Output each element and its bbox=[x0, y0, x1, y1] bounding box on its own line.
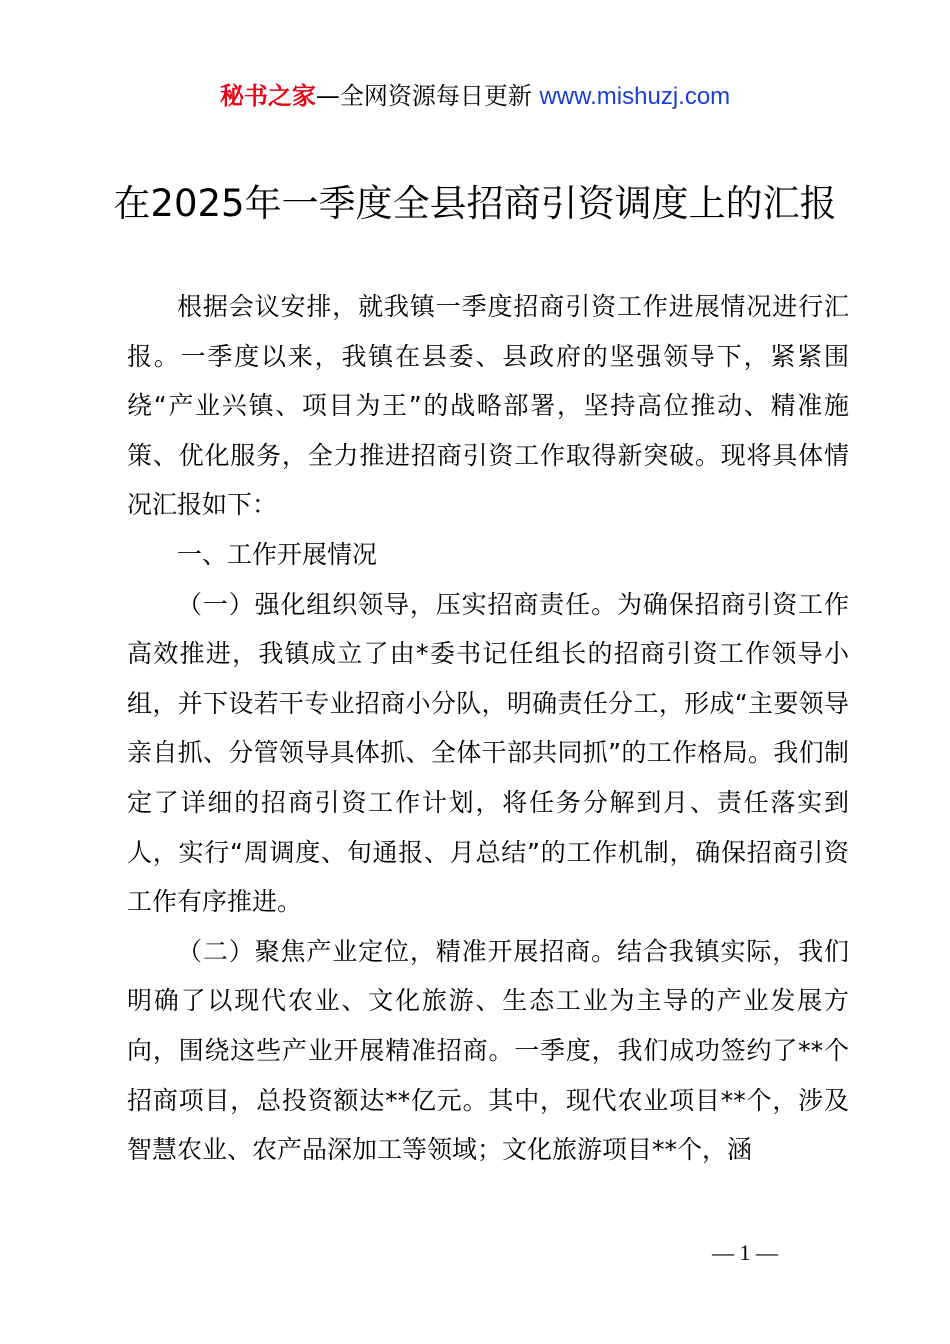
document-title: 在2025年一季度全县招商引资调度上的汇报 bbox=[113, 182, 837, 225]
paragraph-organization: （一）强化组织领导，压实招商责任。为确保招商引资工作高效推进，我镇成立了由*委书记任组长的招商引资工作领导小组，并下设若干专业招商小分队，明确责任分工，形成“主要领导亲自抓、分管领导具体抓、全体干部共同抓”的工作格局。我们制定了详细的招商引资工作计划，将任务分解到月、责任落实到人，实行“周调度、旬通报、月总结”的工作机制，确保招商引资工作有序推进。 bbox=[127, 589, 849, 917]
site-url-link[interactable]: www.mishuzj.com bbox=[539, 83, 731, 110]
paragraph-industry-focus: （二）聚焦产业定位，精准开展招商。结合我镇实际，我们明确了以现代农业、文化旅游、生态工业为主导的产业发展方向，围绕这些产业开展精准招商。一季度，我们成功签约了**个招商项目，总投资额达**亿元。其中，现代农业项目**个，涉及智慧农业、农产品深加工等领域；文化旅游项目**个，涵 bbox=[127, 936, 849, 1165]
site-banner bbox=[0, 80, 950, 113]
page-number: — 1 — bbox=[712, 1240, 778, 1265]
site-brand: 秘书之家 bbox=[219, 82, 316, 110]
section-heading: 一、工作开展情况 bbox=[177, 539, 378, 569]
intro-paragraph: 根据会议安排，就我镇一季度招商引资工作进展情况进行汇报。一季度以来，我镇在县委、县政府的坚强领导下，紧紧围绕“产业兴镇、项目为王”的战略部署，坚持高位推动、精准施策、优化服务，全力推进招商引资工作取得新突破。现将具体情况汇报如下： bbox=[127, 292, 849, 520]
document-body bbox=[127, 282, 849, 1175]
site-tagline: —全网资源每日更新 bbox=[315, 82, 532, 110]
